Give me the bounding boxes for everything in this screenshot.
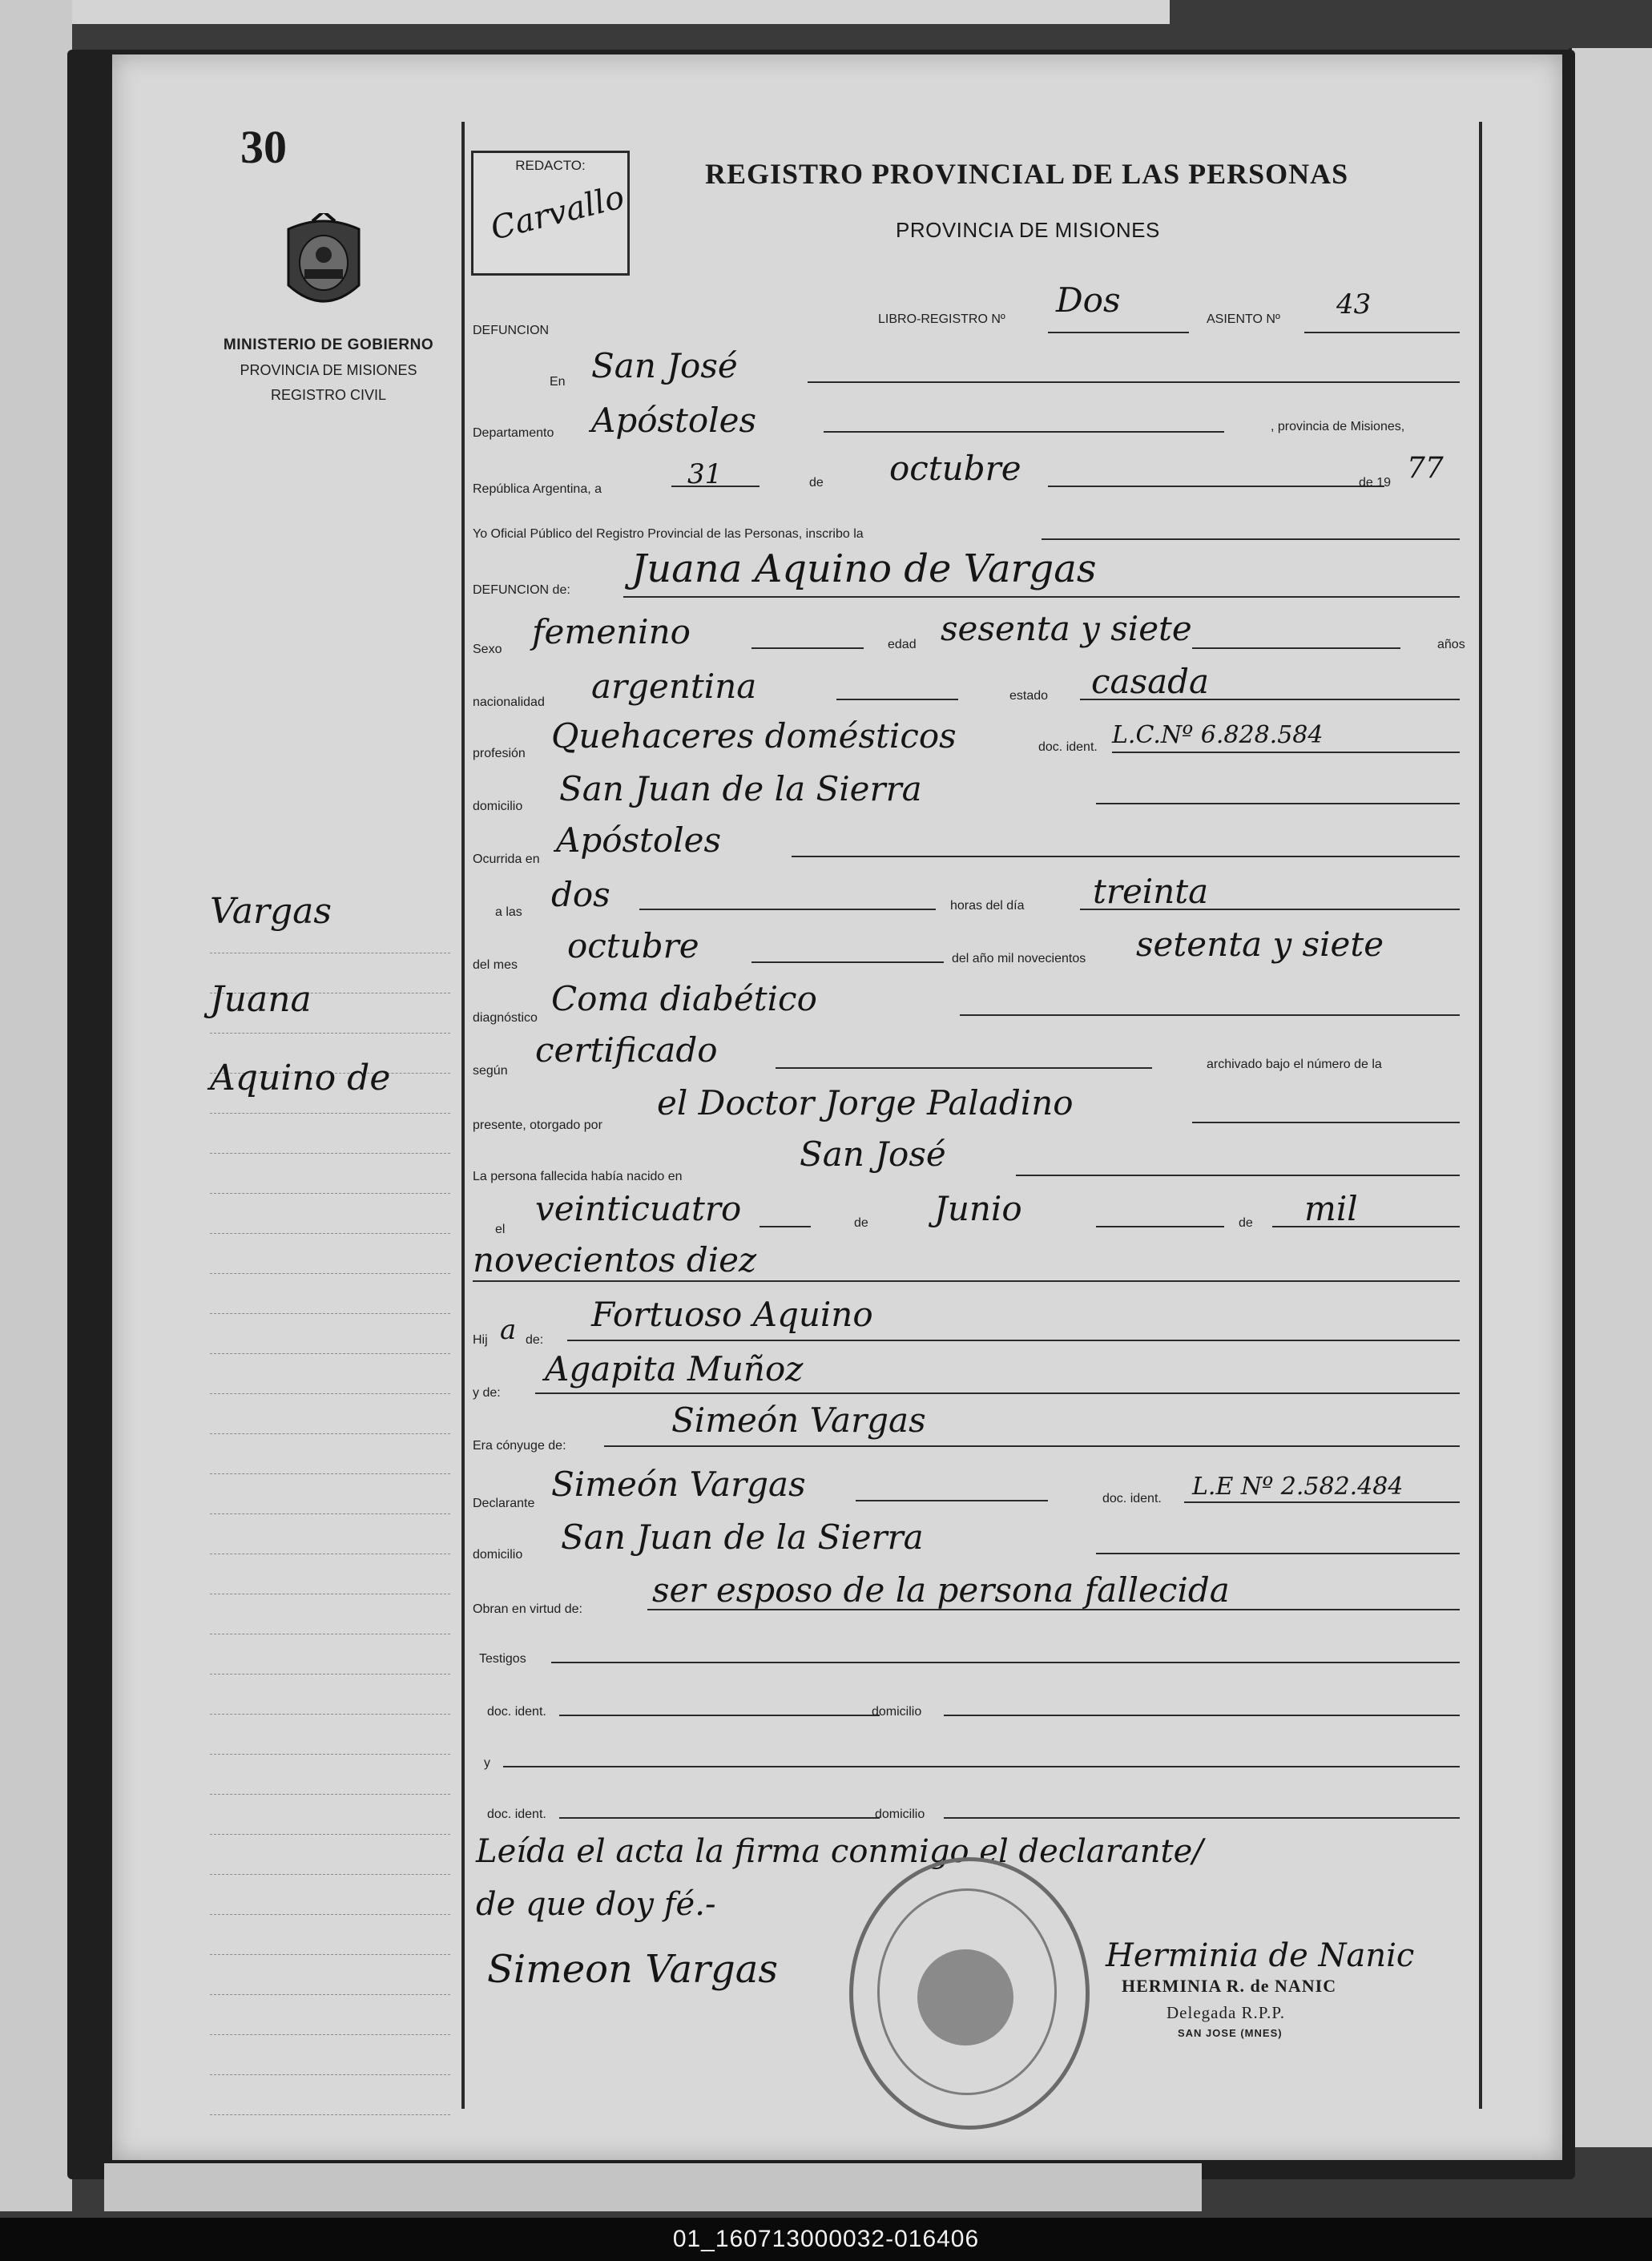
doc-rule [1112, 752, 1460, 753]
delmes-label: del mes [473, 958, 518, 972]
el-rule [760, 1226, 811, 1227]
profesion-label: profesión [473, 747, 526, 760]
diagnostico-value: Coma diabético [551, 979, 817, 1018]
official-role: Delegada R.P.P. [1166, 2003, 1285, 2022]
declarante-doc-rule [1184, 1501, 1460, 1503]
libro-label: LIBRO-REGISTRO Nº [878, 312, 1005, 326]
y-rule [503, 1766, 1460, 1767]
presente-label: presente, otorgado por [473, 1118, 602, 1132]
de-label: de [809, 476, 824, 490]
testigos-label: Testigos [479, 1652, 526, 1666]
ministry-province: PROVINCIA DE MISIONES [240, 362, 417, 378]
right-column-rule [1479, 122, 1482, 2109]
left-edge-page [0, 0, 72, 2211]
asiento-value: 43 [1336, 288, 1372, 320]
libro-rule [1048, 332, 1189, 333]
de3-value: mil [1304, 1189, 1358, 1228]
nacido-rule [1016, 1175, 1460, 1176]
domicilio-rule [1096, 803, 1460, 804]
sexo-value: femenino [532, 612, 691, 651]
redacto-box [471, 151, 630, 276]
doc-label: doc. ident. [1038, 740, 1098, 754]
nacionalidad-label: nacionalidad [473, 695, 545, 709]
obran-rule [647, 1609, 1460, 1610]
nacionalidad-rule [836, 699, 958, 700]
testigo1-doc-label: doc. ident. [487, 1705, 546, 1719]
segun-rule [776, 1067, 1152, 1069]
edad-rule [1192, 647, 1400, 649]
margin-name-surname: Vargas [210, 891, 332, 932]
diagnostico-rule [960, 1014, 1460, 1016]
seal-emblem-icon [917, 1949, 1013, 2045]
alas-rule [639, 909, 936, 910]
dia-value: treinta [1093, 872, 1209, 911]
document-title: REGISTRO PROVINCIAL DE LAS PERSONAS [705, 158, 1349, 190]
archivado-label: archivado bajo el número de la [1207, 1058, 1382, 1071]
estado-rule [1080, 699, 1460, 700]
defuncion-rule [623, 596, 1460, 598]
ocurrida-rule [792, 856, 1460, 857]
defuncion-label: DEFUNCION de: [473, 583, 570, 597]
ministry-registry: REGISTRO CIVIL [270, 387, 387, 403]
madre-rule [535, 1392, 1460, 1394]
day-value: 31 [687, 458, 723, 490]
profesion-value: Quehaceres domésticos [551, 716, 957, 756]
alas-value: dos [551, 875, 610, 914]
edad-value: sesenta y siete [941, 609, 1192, 648]
testigo2-domicilio-rule [944, 1817, 1460, 1819]
provincial-crest-icon [280, 213, 367, 319]
diagnostico-label: diagnóstico [473, 1011, 538, 1025]
de3-rule [1272, 1226, 1460, 1227]
en-value: San José [591, 346, 738, 385]
edad-label: edad [888, 638, 917, 651]
departamento-value: Apóstoles [591, 401, 757, 440]
redacto-signature: Carvallo [486, 179, 628, 248]
nacido-label: La persona fallecida había nacido en [473, 1170, 683, 1183]
republica-label: República Argentina, a [473, 482, 602, 496]
margin-column-rule [461, 122, 465, 2109]
margin-name-first: Juana [210, 979, 312, 1020]
delmes-rule [751, 961, 944, 963]
right-facing-page [1569, 48, 1652, 2147]
redacto-label: REDACTO: [515, 158, 586, 173]
asiento-label: ASIENTO Nº [1207, 312, 1280, 326]
year-label: de 19 [1359, 476, 1392, 490]
testigo1-doc-rule [559, 1715, 880, 1716]
testigo2-domicilio-label: domicilio [875, 1808, 925, 1821]
de3-label: de [1239, 1216, 1253, 1230]
conyuge-rule [604, 1445, 1460, 1447]
anio-nacimiento-value: novecientos diez [473, 1240, 757, 1280]
provincia-label: , provincia de Misiones, [1271, 420, 1405, 433]
presente-value: el Doctor Jorge Paladino [657, 1083, 1074, 1122]
testigo2-doc-rule [559, 1817, 880, 1819]
delmes-value: octubre [567, 926, 699, 965]
page-number: 30 [240, 121, 287, 173]
anio-nacimiento-rule [473, 1280, 1460, 1282]
conyuge-value: Simeón Vargas [671, 1401, 926, 1440]
domicilio-label: domicilio [473, 800, 523, 813]
declarante-value: Simeón Vargas [551, 1465, 806, 1504]
testigo2-doc-label: doc. ident. [487, 1808, 546, 1821]
el-value: veinticuatro [535, 1189, 742, 1228]
yde-label: y de: [473, 1386, 501, 1400]
estado-label: estado [1009, 689, 1049, 703]
hij-de-label: de: [526, 1333, 544, 1347]
alas-label: a las [495, 905, 522, 919]
oficial-text: Yo Oficial Público del Registro Provincial de las Personas, inscribo la [473, 527, 864, 541]
el-label: el [495, 1223, 506, 1236]
estado-value: casada [1091, 662, 1210, 701]
testigos-rule [551, 1662, 1460, 1663]
hij-label: Hij [473, 1333, 488, 1347]
day-rule [671, 486, 760, 487]
asiento-rule [1304, 332, 1460, 333]
en-label: En [550, 375, 566, 389]
defuncion-value: Juana Aquino de Vargas [631, 546, 1097, 591]
sexo-rule [751, 647, 864, 649]
declarante-rule [856, 1500, 1048, 1501]
sexo-label: Sexo [473, 643, 502, 656]
ano-label: del año mil novecientos [952, 952, 1086, 965]
en-rule [808, 381, 1460, 383]
nacionalidad-value: argentina [591, 667, 757, 706]
anos-label: años [1437, 638, 1465, 651]
closing-line-1: Leída el acta la firma conmigo el declarante/ [476, 1833, 1203, 1870]
domicilio-value: San Juan de la Sierra [559, 769, 922, 808]
official-seal-stamp [849, 1857, 1090, 2130]
ministry-title: MINISTERIO DE GOBIERNO [223, 337, 434, 353]
padre-value: Fortuoso Aquino [591, 1295, 873, 1334]
margin-name-maiden: Aquino de [210, 1058, 391, 1098]
obran-value: ser esposo de la persona fallecida [652, 1570, 1230, 1610]
ocurrida-value: Apóstoles [556, 820, 722, 860]
official-place: SAN JOSE (MNES) [1178, 2027, 1283, 2039]
bottom-edge-page [104, 2163, 1202, 2211]
year-value: 77 [1407, 452, 1444, 485]
segun-value: certificado [535, 1030, 718, 1070]
month-value: octubre [889, 449, 1021, 488]
declarante-label: Declarante [473, 1497, 535, 1510]
doc-value: L.C.Nº 6.828.584 [1112, 721, 1324, 749]
nacido-value: San José [800, 1135, 946, 1174]
hij-suffix: a [500, 1314, 517, 1346]
de2-rule [1096, 1226, 1224, 1227]
segun-label: según [473, 1064, 508, 1078]
ministry-block [200, 337, 457, 412]
declarant-signature: Simeon Vargas [487, 1947, 779, 1992]
departamento-label: Departamento [473, 426, 554, 440]
padre-rule [567, 1340, 1460, 1341]
de2-label: de [854, 1216, 868, 1230]
y-label: y [484, 1756, 490, 1770]
type-label: DEFUNCION [473, 324, 550, 337]
oficial-rule [1042, 538, 1460, 540]
closing-line-2: de que doy fé.- [476, 1886, 716, 1923]
document-subtitle: PROVINCIA DE MISIONES [896, 218, 1160, 242]
ocurrida-label: Ocurrida en [473, 852, 540, 866]
obran-label: Obran en virtud de: [473, 1602, 582, 1616]
madre-value: Agapita Muñoz [545, 1349, 804, 1388]
de2-value: Junio [934, 1189, 1022, 1228]
testigo1-domicilio-label: domicilio [872, 1705, 922, 1719]
declarante-doc-value: L.E Nº 2.582.484 [1192, 1473, 1404, 1501]
dia-rule [1080, 909, 1460, 910]
departamento-rule [824, 431, 1224, 433]
month-rule [1048, 486, 1384, 487]
declarante-domicilio-rule [1096, 1553, 1460, 1554]
declarante-domicilio-label: domicilio [473, 1548, 523, 1562]
ano-value: setenta y siete [1136, 925, 1384, 964]
official-signature: Herminia de Nanic [1106, 1937, 1415, 1974]
image-id-footer: 01_160713000032-016406 [0, 2218, 1652, 2261]
declarante-doc-label: doc. ident. [1102, 1492, 1162, 1505]
presente-rule [1192, 1122, 1460, 1123]
conyuge-label: Era cónyuge de: [473, 1439, 566, 1453]
official-name: HERMINIA R. de NANIC [1122, 1976, 1337, 1996]
declarante-domicilio-value: San Juan de la Sierra [561, 1517, 924, 1557]
horas-label: horas del día [950, 899, 1025, 913]
top-edge-page [0, 0, 1170, 24]
libro-value: Dos [1056, 280, 1121, 320]
testigo1-domicilio-rule [944, 1715, 1460, 1716]
